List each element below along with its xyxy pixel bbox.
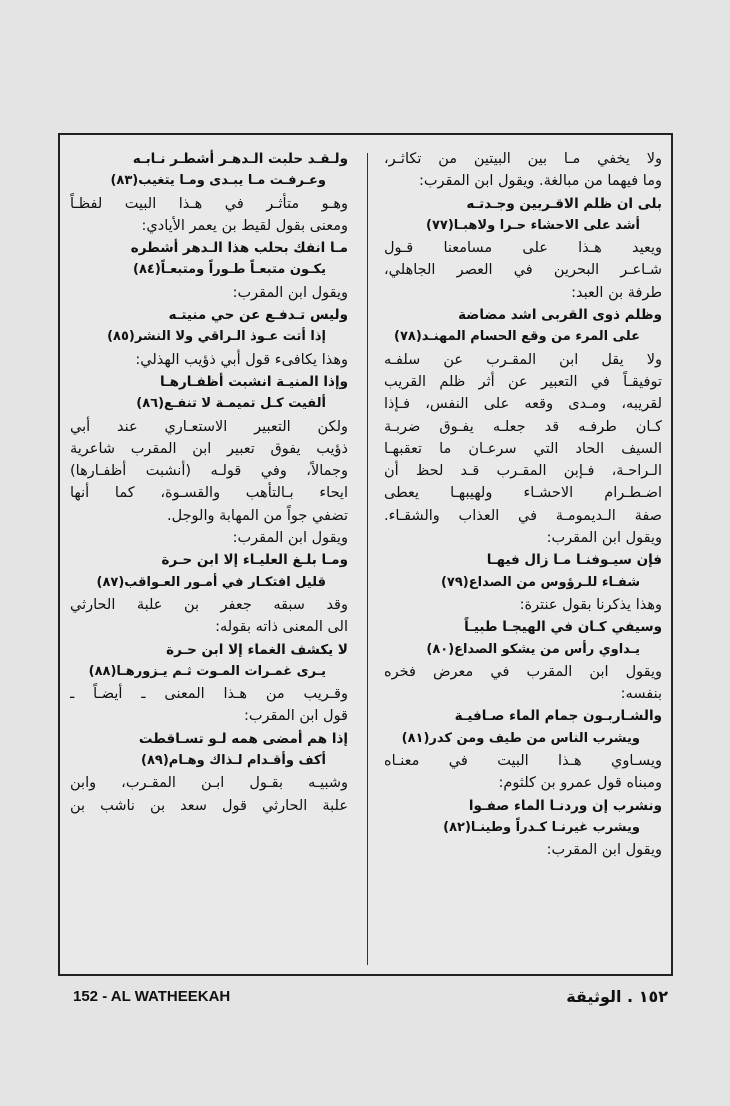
text-line: ويقول ابن المقرب في معرض فخره: [384, 663, 662, 680]
verse-line: أكف وأقـدام لـذاك وهـام(٨٩): [141, 753, 326, 769]
text-line: كـان طرفـه قد جعلـه يفـوق ضربـة: [384, 418, 662, 435]
verse-line: لا يكشف الغماء إلا ابن حـرة: [166, 641, 348, 658]
left-text-column: [70, 148, 348, 817]
text-line: قول ابن المقرب:: [244, 708, 348, 725]
text-line: ويقول ابن المقرب:: [232, 530, 348, 547]
verse-line: ويشرب الناس من طيف ومن كدر(٨١): [401, 730, 640, 746]
text-line: وشبيـه بقـول ابـن المقـرب، وابن: [70, 775, 348, 792]
text-line: ويعيد هـذا على مسامعنا قـول: [384, 240, 662, 257]
text-line: علبة الحارثي قول سعد بن ناشب بن: [70, 797, 348, 814]
text-line: شـاعـر البحرين في العصر الجاهلي،: [384, 262, 662, 279]
verse-line: والشـاربـون جمام الماء صـافيـة: [454, 708, 662, 725]
verse-line: شفـاء للـرؤوس من الصداع(٧٩): [440, 574, 640, 590]
footer-page-label-latin: 152 - AL WATHEEKAH: [73, 988, 231, 1005]
text-line: الى المعنى ذاته بقوله:: [215, 619, 348, 636]
text-line: ذؤيب يفوق تعبير ابن المقرب شاعرية: [70, 440, 348, 457]
verse-line: وإذا المنيـة انشبت أظفـارهـا: [159, 373, 348, 390]
verse-line: وليس تـدفـع عن حي منيتـه: [168, 307, 348, 324]
text-line: السيف الحاد التي سرعـان ما تعقبهـا: [384, 440, 662, 457]
text-line: ولكن التعبير الاستعـاري عند أبي: [70, 418, 348, 435]
text-line: ومبناه قول عمرو بن كلثوم:: [498, 775, 662, 792]
verse-line: ألفيت كـل تميمـة لا تنفـع(٨٦): [136, 396, 326, 412]
text-line: توفيقـاً في التعبير عن أثر ظلم القريب: [384, 373, 662, 390]
verse-line: أشد على الاحشاء حـرا ولاهبـا(٧٧): [426, 217, 640, 233]
text-line: تضفي جواً من المهابة والوجل.: [167, 507, 348, 524]
column-divider: [367, 153, 368, 965]
text-line: وهذا يذكرنا بقول عنترة:: [519, 596, 662, 613]
verse-line: إذا أتت عـوذ الـراقي ولا النشر(٨٥): [107, 329, 326, 345]
text-line: الـراحـة، فـإبن المقـرب قـد لحظ أن: [384, 463, 662, 480]
text-line: ولا يقل ابن المقـرب عن سلفـه: [384, 351, 662, 368]
verse-line: قليل افتكـار في أمـور العـواقب(٨٧): [96, 574, 326, 590]
text-line: ولا يخفي مـا بين البيتين من تكاثـر،: [384, 151, 662, 167]
verse-line: ومـا بلـغ العليـاء إلا ابن حـرة: [161, 552, 348, 569]
text-line: ومعنى بقول لقيط بن يعمر الأيادي:: [141, 217, 348, 234]
verse-line: وسيفي كـان في الهيجـا طبيـاً: [464, 619, 662, 636]
text-line: ويقول ابن المقرب:: [546, 530, 662, 547]
text-line: وقد سبقه جعفر بن علبة الحارثي: [70, 596, 348, 613]
verse-line: فإن سيـوفنـا مـا زال فيهـا: [486, 552, 662, 569]
text-line: ويسـاوي هـذا البيت في معنـاه: [384, 753, 662, 770]
verse-line: إذا هم أمضى همه لـو تسـاقطت: [138, 730, 348, 747]
verse-line: يـداوي رأس من يشكو الصداع(٨٠): [426, 641, 640, 657]
text-line: وما فيهما من مبالغة. ويقول ابن المقرب:: [419, 173, 662, 190]
text-line: ويقول ابن المقرب:: [546, 842, 662, 859]
verse-line: ونشرب إن وردنـا الماء صفـوا: [468, 797, 662, 814]
text-line: ويقول ابن المقرب:: [232, 284, 348, 301]
text-line: وقـريب من هـذا المعنى ـ أيضـاً ـ: [70, 686, 348, 703]
text-line: وجمالاً، وفي قولـه (أنشبت أظفـارها): [70, 463, 348, 480]
footer-page-label-arabic: ١٥٢ . الوثيقة: [566, 987, 668, 1006]
verse-line: على المرء من وقع الحسام المهنـد(٧٨): [394, 329, 640, 345]
text-line: اضـطـرام الاحشـاء ولهيبهـا يعطى: [384, 485, 662, 502]
verse-line: بلى ان ظلم الاقـربين وجـدتـه: [466, 195, 662, 212]
text-line: بنفسه:: [620, 686, 662, 703]
text-line: لقريبه، ومـدى وقعه على النفس، فـإذا: [384, 396, 662, 413]
verse-line: ولـقـد حلبت الـدهـر أشطـر نـابـه: [132, 151, 348, 167]
verse-line: يـرى غمـرات المـوت ثـم يـزورهـا(٨٨): [88, 663, 326, 679]
verse-line: وظلم ذوى القربى اشد مضاضة: [458, 307, 662, 324]
verse-line: مـا انفك بحلب هذا الـدهر أشطره: [130, 240, 348, 257]
text-line: طرفة بن العبد:: [571, 284, 662, 301]
verse-line: يكـون متبعـاً طـوراً ومتبعـاً(٨٤): [133, 262, 326, 278]
text-line: وهـو متأثـر في هـذا البيت لفظـاً: [70, 195, 348, 212]
verse-line: وعـرفـت مـا يبـدى ومـا يتغيب(٨٣): [110, 173, 326, 189]
text-line: صفة الـديمومـة في العذاب والشقـاء.: [384, 507, 662, 524]
right-text-column: [384, 148, 662, 862]
text-line: وهذا يكافىء قول أبي ذؤيب الهذلي:: [135, 351, 348, 368]
verse-line: ويشرب غيرنـا كـدراً وطينـا(٨٢): [443, 819, 640, 835]
text-line: ايحاء بـالتأهب والقسـوة، كما أنها: [70, 485, 348, 502]
